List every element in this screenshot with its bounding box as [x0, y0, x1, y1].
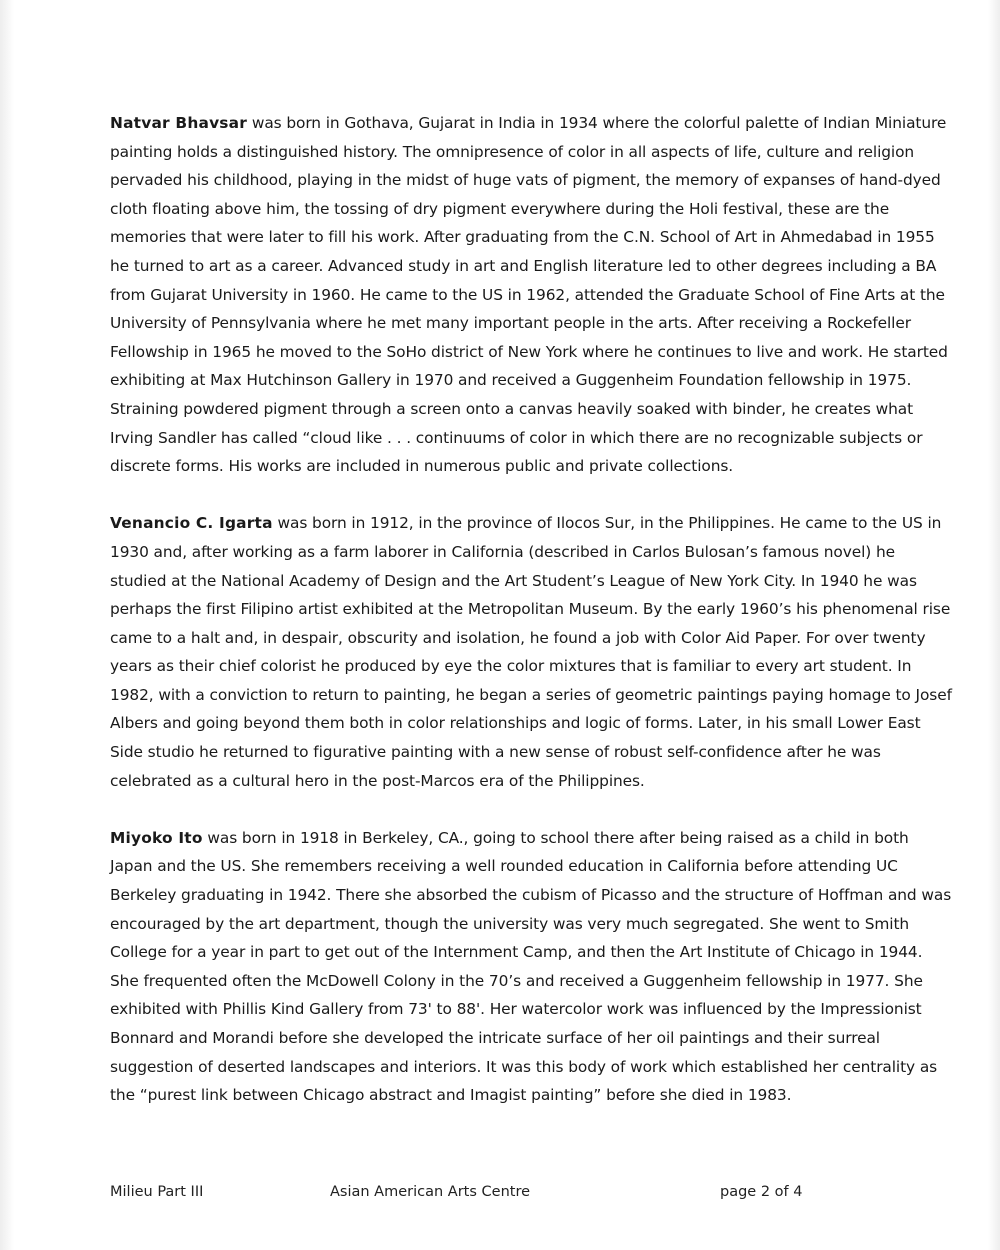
footer-publication-title: Milieu Part III — [110, 1184, 204, 1200]
scan-edge-right — [988, 0, 1000, 1250]
page-footer — [0, 1184, 1000, 1206]
document-body — [110, 109, 955, 1110]
biography-paragraph-bhavsar — [110, 109, 955, 481]
artist-name: Venancio C. Igarta — [110, 514, 273, 533]
footer-page-number: page 2 of 4 — [720, 1184, 803, 1200]
artist-name: Natvar Bhavsar — [110, 114, 248, 132]
biography-text: was born in Gothava, Gujarat in India in 1934 where the colorful palette of Indian Miniature painting holds a distinguished history. The omnipresence of color in all aspects of life, culture and religion pervaded his childhood, playing in the midst of huge vats of pigment, the memory of expanses of hand-dyed cloth floating above him, the tossing of dry pigment everywhere during the Holi festival, these are the memories that were later to fill his work. After graduating from the C.N. School of Art in Ahmedabad in 1955 he turned to art as a career. Advanced study in art and English literature led to other degrees including a BA from Gujarat University in 1960. He came to the US in 1962, attended the Graduate School of Fine Arts at the University of Pennsylvania where he met many important people in the arts. After receiving a Rockefeller Fellowship in 1965 he moved to the SoHo district of New York where he continues to live and work. He started exhibiting at Max Hutchinson Gallery in 1970 and received a Guggenheim Foundation fellowship in 1975. Straining powdered pigment through a screen onto a canvas heavily soaked with binder, he creates what Irving Sandler has called “cloud like . . . continuums of color in which there are no recognizable subjects or discrete forms. His works are included in numerous public and private collections. — [110, 114, 948, 476]
biography-paragraph-ito — [110, 824, 955, 1110]
biography-text: was born in 1912, in the province of Ilocos Sur, in the Philippines. He came to the US in 1930 and, after working as a farm laborer in California (described in Carlos Bulosan’s famous novel) he studied at the National Academy of Design and the Art Student’s League of New York City. In 1940 he was perhaps the first Filipino artist exhibited at the Metropolitan Museum. By the early 1960’s his phenomenal rise came to a halt and, in despair, obscurity and isolation, he found a job with Color Aid Paper. For over twenty years as their chief colorist he produced by eye the color mixtures that is familiar to every art student. In 1982, with a conviction to return to painting, he began a series of geometric paintings paying homage to Josef Albers and going beyond them both in color relationships and logic of forms. Later, in his small Lower East Side studio he returned to figurative painting with a new sense of robust self-confidence after he was celebrated as a cultural hero in the post-Marcos era of the Philippines. — [110, 514, 952, 790]
scan-edge-left — [0, 0, 14, 1250]
biography-text: was born in 1918 in Berkeley, CA., going to school there after being raised as a child in both Japan and the US. She remembers receiving a well rounded education in California before attending UC Berkeley graduating in 1942. There she absorbed the cubism of Picasso and the structure of Hoffman and was encouraged by the art department, though the university was very much segregated. She went to Smith College for a year in part to get out of the Internment Camp, and then the Art Institute of Chicago in 1944. She frequented often the McDowell Colony in the 70’s and received a Guggenheim fellowship in 1977. She exhibited with Phillis Kind Gallery from 73' to 88'. Her watercolor work was influenced by the Impressionist Bonnard and Morandi before she developed the intricate surface of her oil paintings and their surreal suggestion of deserted landscapes and interiors. It was this body of work which established her centrality as the “purest link between Chicago abstract and Imagist painting” before she died in 1983. — [110, 828, 952, 1105]
footer-organization: Asian American Arts Centre — [330, 1184, 531, 1200]
biography-paragraph-igarta — [110, 509, 955, 795]
artist-name: Miyoko Ito — [110, 828, 203, 847]
